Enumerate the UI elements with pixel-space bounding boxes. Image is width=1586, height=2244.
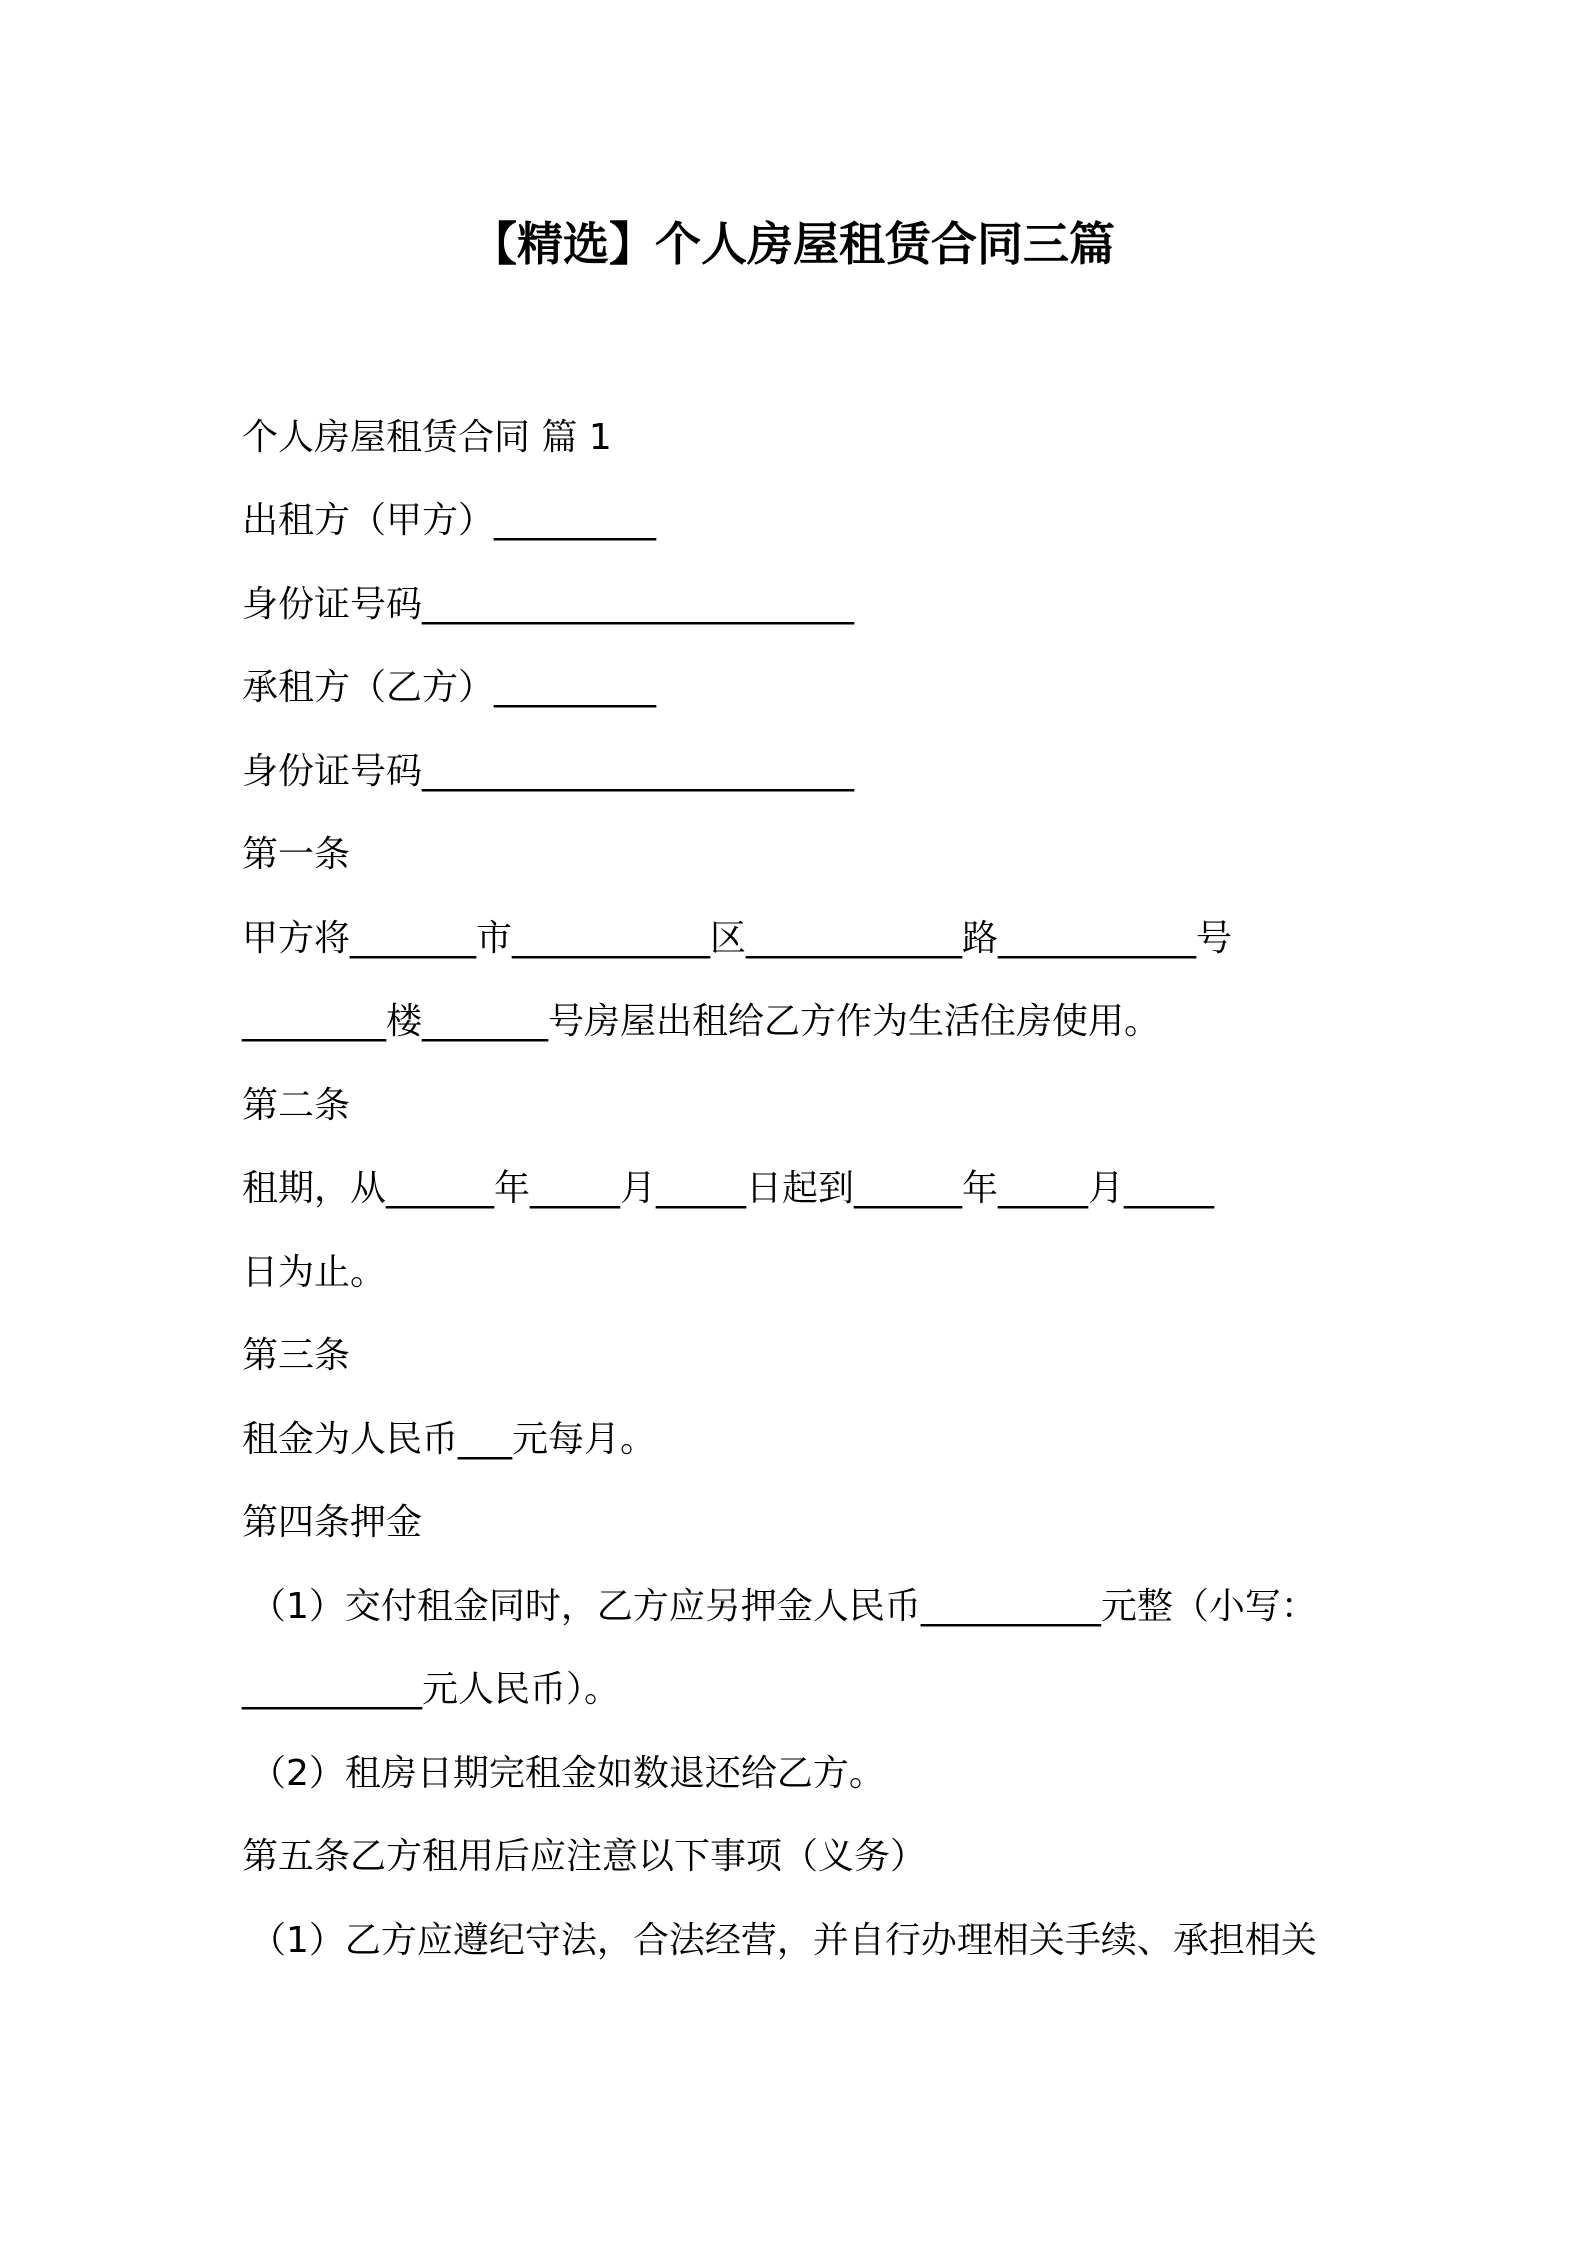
- document-title: 【精选】个人房屋租赁合同三篇: [471, 217, 1115, 271]
- clause-1-text-line-2: ________楼_______号房屋出租给乙方作为生活住房使用。: [242, 1001, 1161, 1042]
- clause-1-heading: 第一条: [242, 834, 351, 875]
- clause-4-item-2: （2）租房日期完租金如数退还给乙方。: [250, 1753, 885, 1794]
- lessee-id-line: 身份证号码________________________: [242, 751, 855, 792]
- clause-2-text-line-1: 租期，从______年_____月_____日起到______年_____月_____: [242, 1168, 1215, 1209]
- clause-2-heading: 第二条: [242, 1085, 351, 1126]
- clause-1-text-line-1: 甲方将_______市___________区____________路___________号: [242, 918, 1233, 959]
- clause-4-item-1-line-1: （1）交付租金同时，乙方应另押金人民币__________元整（小写：: [250, 1586, 1317, 1627]
- clause-5-item-1: （1）乙方应遵纪守法，合法经营，并自行办理相关手续、承担相关: [250, 1920, 1317, 1961]
- clause-3-heading: 第三条: [242, 1335, 351, 1376]
- clause-2-text-line-2: 日为止。: [242, 1252, 387, 1293]
- section-heading-article-1: 个人房屋租赁合同 篇 1: [242, 417, 612, 458]
- clause-4-item-1-line-2: __________元人民币）。: [242, 1669, 621, 1710]
- clause-4-heading: 第四条押金: [242, 1502, 423, 1543]
- clause-3-text: 租金为人民币___元每月。: [242, 1419, 657, 1460]
- lessee-line: 承租方（乙方）_________: [242, 667, 657, 708]
- lessor-line: 出租方（甲方）_________: [242, 500, 657, 541]
- lessor-id-line: 身份证号码________________________: [242, 584, 855, 625]
- clause-5-heading: 第五条乙方租用后应注意以下事项（义务）: [242, 1836, 927, 1877]
